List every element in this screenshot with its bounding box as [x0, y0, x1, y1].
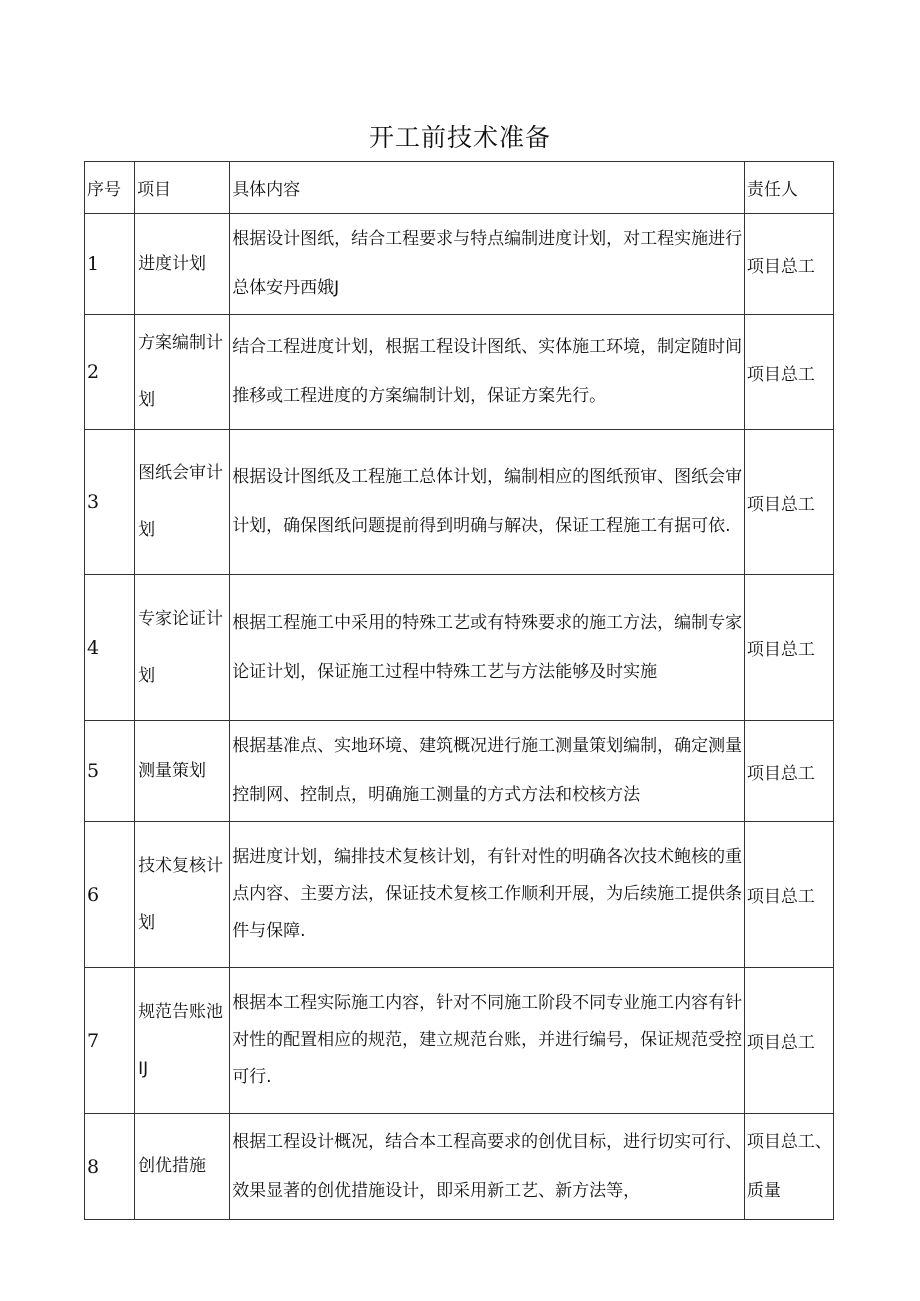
row-no: 1	[85, 214, 135, 315]
row-no: 4	[85, 575, 135, 721]
table-row	[85, 214, 834, 315]
row-item: 方案编制计划	[135, 315, 230, 430]
table-row	[85, 430, 834, 575]
row-content: 根据基准点、实地环境、建筑概况进行施工测量策划编制，确定测量控制网、控制点，明确施工测量的方式方法和校核方法	[230, 721, 745, 822]
row-person: 项目总工	[744, 575, 833, 721]
row-no: 2	[85, 315, 135, 430]
table-row	[85, 575, 834, 721]
table-row	[85, 822, 834, 968]
table-header-row	[85, 162, 834, 214]
header-item: 项目	[135, 162, 230, 214]
row-content: 根据设计图纸，结合工程要求与特点编制进度计划，对工程实施进行总体安丹西娥J	[230, 214, 745, 315]
row-no: 6	[85, 822, 135, 968]
row-content: 根据设计图纸及工程施工总体计划，编制相应的图纸预审、图纸会审计划，确保图纸问题提前得到明确与解决，保证工程施工有据可依.	[230, 430, 745, 575]
row-no: 8	[85, 1114, 135, 1220]
row-content: 根据工程设计概况，结合本工程高要求的创优目标，进行切实可行、效果显著的创优措施设计，即采用新工艺、新方法等，	[230, 1114, 745, 1220]
row-person: 项目总工	[744, 214, 833, 315]
row-item: 技术复核计划	[135, 822, 230, 968]
page-title: 开工前技术准备	[368, 123, 551, 152]
row-content: 据进度计划，编排技术复核计划，有针对性的明确各次技术鲍核的重点内容、主要方法，保证技术复核工作顺利开展，为后续施工提供条件与保障.	[230, 822, 745, 968]
row-content: 结合工程进度计划，根据工程设计图纸、实体施工环境，制定随时间推移或工程进度的方案编制计划，保证方案先行。	[230, 315, 745, 430]
row-item: 进度计划	[135, 214, 230, 315]
row-person: 项目总工、质量	[744, 1114, 833, 1220]
table-row	[85, 1114, 834, 1220]
table-row	[85, 968, 834, 1114]
row-item: 图纸会审计划	[135, 430, 230, 575]
row-content: 根据本工程实际施工内容，针对不同施工阶段不同专业施工内容有针对性的配置相应的规范，建立规范台账，并进行编号，保证规范受控可行.	[230, 968, 745, 1114]
table-row	[85, 315, 834, 430]
row-person: 项目总工	[744, 968, 833, 1114]
row-item: 创优措施	[135, 1114, 230, 1220]
row-no: 7	[85, 968, 135, 1114]
row-person: 项目总工	[744, 430, 833, 575]
header-person: 责任人	[744, 162, 833, 214]
header-content: 具体内容	[230, 162, 745, 214]
row-item: 规范告账池IJ	[135, 968, 230, 1114]
row-content: 根据工程施工中采用的特殊工艺或有特殊要求的施工方法，编制专家论证计划，保证施工过程中特殊工艺与方法能够及时实施	[230, 575, 745, 721]
row-person: 项目总工	[744, 315, 833, 430]
row-person: 项目总工	[744, 721, 833, 822]
row-no: 5	[85, 721, 135, 822]
row-person: 项目总工	[744, 822, 833, 968]
table-row	[85, 721, 834, 822]
row-item: 专家论证计划	[135, 575, 230, 721]
tech-prep-table	[84, 161, 834, 1220]
header-no: 序号	[85, 162, 135, 214]
row-no: 3	[85, 430, 135, 575]
row-item: 测量策划	[135, 721, 230, 822]
